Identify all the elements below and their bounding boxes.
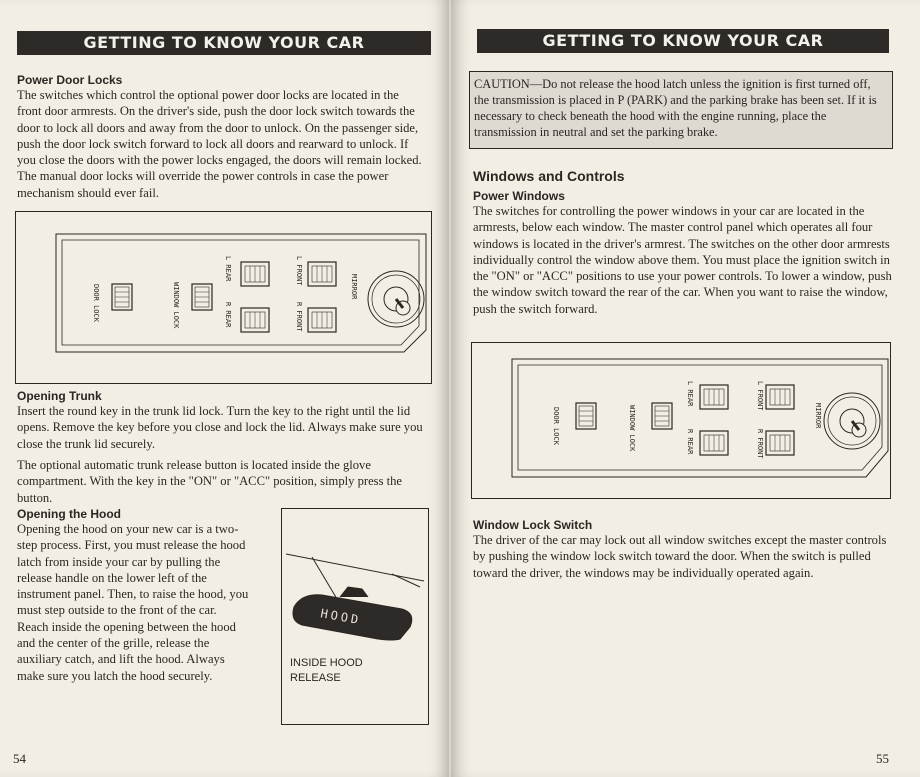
r-front-switch: [308, 308, 336, 332]
l-front-switch: [308, 262, 336, 286]
window-lock-switch: [652, 403, 672, 429]
mirror-knob: [368, 271, 424, 327]
opening-hood-text: Opening the hood on your new car is a two-step process. First, you must release the hood latch from inside your car by pulling the release handle on the lower left of the instrument panel. Then, to raise the hood, you must step outside to the front of the car. Reach inside the opening between the hood and the center of the grille, release the auxiliary catch, and lift the hood. Always make sure you latch the hood securely.: [17, 522, 249, 683]
l-front-switch: [766, 385, 794, 409]
mirror-label: MIRROR: [350, 274, 358, 300]
hood-handle-label: HOOD: [319, 606, 363, 628]
panel-outline-outer: [512, 359, 888, 477]
r-front-label: R FRONT: [295, 302, 303, 332]
door-lock-label: DOOR LOCK: [92, 284, 100, 322]
window-lock-label: WINDOW LOCK: [628, 405, 636, 452]
right-page: [451, 0, 920, 777]
mirror-knob: [824, 393, 880, 449]
power-door-locks-text: The switches which control the optional power door locks are located in the front door armrests. On the driver's side, push the door lock switch towards the door to lock all doors and away from the door to unlock. On the passenger side, push the door lock switch forward to lock all doors and rearward to unlock. If you close the doors with the power locks engaged, the doors will remain locked. The manual door locks will override the power controls in case the power mechanism should ever fail.: [17, 88, 422, 200]
hood-release-figure: [281, 508, 429, 725]
left-page: [0, 0, 449, 777]
page-banner: GETTING TO KNOW YOUR CAR: [17, 31, 431, 55]
opening-hood-heading: Opening the Hood: [17, 507, 121, 521]
opening-trunk-text-1: Insert the round key in the trunk lid lock. Turn the key to the right until the lid opens. Remove the key before you close and lock the lid. Always make sure you close the trunk lid securely.: [17, 404, 423, 451]
window-lock-switch-heading: Window Lock Switch: [473, 518, 593, 532]
opening-trunk-heading: Opening Trunk: [17, 389, 102, 403]
mirror-label: MIRROR: [814, 403, 822, 429]
hood-release-illustration: [282, 509, 428, 724]
l-rear-label: L REAR: [224, 256, 232, 282]
r-rear-label: R REAR: [686, 429, 694, 455]
l-rear-switch: [700, 385, 728, 409]
power-door-locks-heading: Power Door Locks: [17, 73, 123, 87]
door-lock-label: DOOR LOCK: [552, 407, 560, 445]
hood-release-caption-line-2: RELEASE: [290, 672, 341, 684]
door-lock-switch: [112, 284, 132, 310]
page-banner: GETTING TO KNOW YOUR CAR: [477, 29, 889, 53]
door-lock-switch: [576, 403, 596, 429]
switch-panel-illustration: [16, 212, 431, 383]
switch-panel-figure: [15, 211, 432, 384]
l-front-label: L FRONT: [295, 256, 303, 286]
l-rear-switch: [241, 262, 269, 286]
window-lock-label: WINDOW LOCK: [172, 282, 180, 329]
switch-panel-figure: [471, 342, 891, 499]
opening-trunk-text-2: The optional automatic trunk release button is located inside the glove compartment. With the key in the "ON" or "ACC" position, simply press the button.: [17, 458, 403, 505]
l-front-label: L FRONT: [756, 381, 764, 411]
r-rear-switch: [700, 431, 728, 455]
r-front-switch: [766, 431, 794, 455]
hood-release-caption-line-1: INSIDE HOOD: [290, 657, 363, 669]
power-windows-text: The switches for controlling the power windows in your car are located in the armrests, below each window. The master control panel which operates all four windows is located in the driver's armrest. The switches on the other door armrests individually control the window above them. You must place the ignition switch in the "ON" or "ACC" positions to use your power controls. To lower a window, push the window switch toward the rear of the car. When you want to raise the window, push the switch forward.: [473, 204, 892, 316]
r-front-label: R FRONT: [756, 429, 764, 459]
caution-box: CAUTION—Do not release the hood latch unless the ignition is first turned off, the transmission is placed in P (PARK) and the parking brake has been set. If it is necessary to check beneath the hood with the engine running, place the transmission in neutral and set the parking brake.: [469, 71, 893, 149]
page-number: 54: [13, 751, 26, 766]
power-windows-heading: Power Windows: [473, 189, 565, 203]
r-rear-switch: [241, 308, 269, 332]
switch-panel-illustration: [472, 343, 890, 498]
r-rear-label: R REAR: [224, 302, 232, 328]
window-lock-switch: [192, 284, 212, 310]
window-lock-switch-text: The driver of the car may lock out all window switches except the master controls by pushing the window lock switch toward the door. When the switch is pulled toward the driver, the windows may be individually operated again.: [473, 533, 887, 580]
page-number: 55: [876, 751, 889, 766]
l-rear-label: L REAR: [686, 381, 694, 407]
windows-controls-heading: Windows and Controls: [473, 168, 625, 184]
